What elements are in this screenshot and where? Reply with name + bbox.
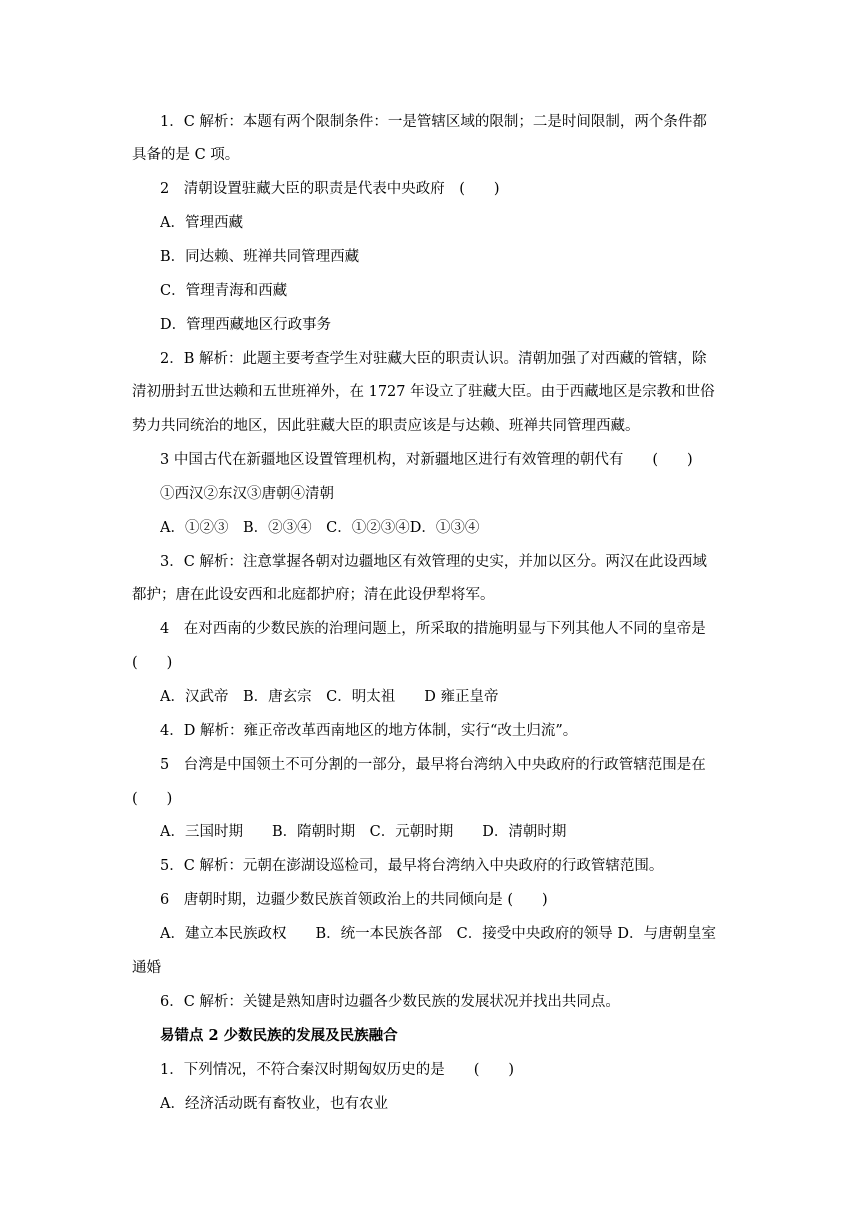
question-4-stem: 4 在对西南的少数民族的治理问题上，所采取的措施明显与下列其他人不同的皇帝是 (160, 621, 706, 637)
answer-6: 6．C 解析：关键是熟知唐时边疆各少数民族的发展状况并找出共同点。 (160, 994, 620, 1010)
answer-3-line-1: 3．C 解析：注意掌握各朝对边疆地区有效管理的史实，并加以区分。两汉在此设西域 (160, 554, 707, 570)
question-3-items: ①西汉②东汉③唐朝④清朝 (160, 486, 334, 502)
question-s2-1-stem: 1．下列情况，不符合秦汉时期匈奴历史的是 ( ) (160, 1062, 515, 1078)
answer-2-line-2: 清初册封五世达赖和五世班禅外，在 1727 年设立了驻藏大臣。由于西藏地区是宗教和世俗 (132, 384, 715, 400)
question-3-options: A．①②③ B．②③④ C．①②③④D．①③④ (160, 520, 480, 536)
question-s2-1-option-a: A．经济活动既有畜牧业，也有农业 (160, 1096, 388, 1112)
answer-5: 5．C 解析：元朝在澎湖设巡检司，最早将台湾纳入中央政府的行政管辖范围。 (160, 858, 664, 874)
question-2-option-a: A．管理西藏 (160, 215, 243, 231)
answer-2-line-3: 势力共同统治的地区，因此驻藏大臣的职责应该是与达赖、班禅共同管理西藏。 (132, 418, 640, 434)
question-2-option-c: C．管理青海和西藏 (160, 283, 288, 299)
question-5-stem: 5 台湾是中国领土不可分割的一部分，最早将台湾纳入中央政府的行政管辖范围是在 (160, 757, 706, 773)
question-3-stem: 3 中国古代在新疆地区设置管理机构，对新疆地区进行有效管理的朝代有 ( ) (160, 452, 693, 468)
answer-1-line-2: 具备的是 C 项。 (132, 147, 240, 163)
answer-2-line-1: 2．B 解析：此题主要考查学生对驻藏大臣的职责认识。清朝加强了对西藏的管辖，除 (160, 351, 707, 367)
question-6-stem: 6 唐朝时期，边疆少数民族首领政治上的共同倾向是 ( ) (160, 892, 548, 908)
question-6-options-cont: 通婚 (132, 960, 161, 976)
answer-4: 4．D 解析：雍正帝改革西南地区的地方体制，实行“改土归流”。 (160, 723, 578, 739)
question-4-blank: ( ) (132, 655, 173, 671)
answer-1-line-1: 1．C 解析：本题有两个限制条件：一是管辖区域的限制；二是时间限制，两个条件都 (160, 114, 707, 130)
question-6-options: A．建立本民族政权 B．统一本民族各部 C．接受中央政府的领导 D．与唐朝皇室 (160, 926, 716, 942)
question-2-option-d: D．管理西藏地区行政事务 (160, 317, 332, 333)
section-heading: 易错点 2 少数民族的发展及民族融合 (160, 1027, 398, 1044)
question-5-blank: ( ) (132, 791, 173, 807)
question-2-stem: 2 清朝设置驻藏大臣的职责是代表中央政府 ( ) (160, 181, 500, 197)
question-4-options: A．汉武帝 B．唐玄宗 C．明太祖 D 雍正皇帝 (160, 689, 499, 705)
answer-3-line-2: 都护；唐在此设安西和北庭都护府；清在此设伊犁将军。 (132, 587, 495, 603)
question-2-option-b: B．同达赖、班禅共同管理西藏 (160, 249, 360, 265)
question-5-options: A．三国时期 B．隋朝时期 C．元朝时期 D．清朝时期 (160, 824, 567, 840)
